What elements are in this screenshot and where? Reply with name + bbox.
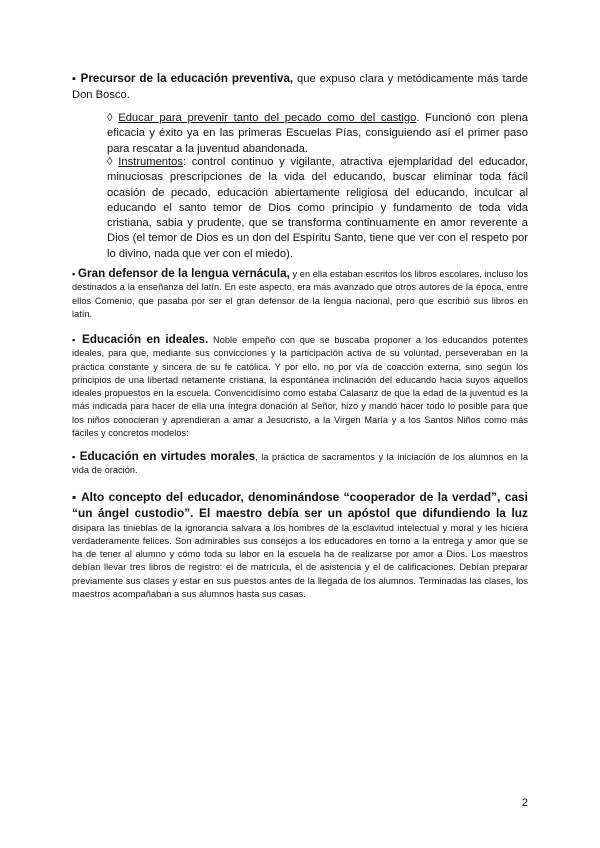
- paragraph-heading: Educación en virtudes morales: [79, 450, 256, 463]
- paragraph-text: Noble empeño con que se buscaba proponer a los educandos potentes ideales, para que, mediante sus convicciones y la participación activa de su voluntad, perseveraban en la práctica constante y sincera de su fe católica. Y por ello, no por vía de coacción externa, sino según los principios de una libertad netamente cristiana, la espontánea inclinación del educando hacia suyos aquellos ideales propuestos en la escuela. Convencidísimo como estaba Calasanz de que la edad de la juventud es la más indicada para hacer de ella una íntegra donación al Señor, hizo y mandó hacer todo lo posible para que los niños conocieran y aprendieran a amar a Jesucristo, a la Virgen María y a los Santos Niños como más fáciles y concretos modelos:: [72, 335, 529, 439]
- subparagraph-underlined-lead: Educar para prevenir tanto del pecado como del castigo: [118, 112, 417, 124]
- bullet-marker: ▪: [72, 335, 78, 345]
- paragraph-text: , la práctica de sacramentos y la iniciación de los alumnos en la vida de oración.: [72, 452, 528, 476]
- paragraph-heading: Educación en ideales.: [82, 333, 209, 346]
- paragraph-preventive-education: [72, 71, 528, 103]
- bullet-marker: ▪: [72, 490, 78, 504]
- bullet-marker: ▪: [72, 73, 77, 85]
- subparagraph-instruments: [107, 155, 528, 262]
- paragraph-heading: Alto concepto del educador, denominándose “cooperador de la verdad”, casi “un ángel custodio”. El maestro debía ser un apóstol que difundiendo la luz: [72, 490, 528, 521]
- paragraph-educator-concept: [72, 489, 528, 601]
- subparagraph-text: . Funcionó con plena eficacia y éxito ya en las primeras Escuelas Pías, consiguiendo así el primer paso para rescatar a la juventud abandonada.: [107, 112, 529, 155]
- page-number: 2: [521, 797, 528, 809]
- bullet-marker: ▪: [72, 452, 77, 462]
- paragraph-text: que expuso clara y metódicamente más tarde Don Bosco.: [72, 73, 529, 101]
- paragraph-moral-virtues: [72, 450, 528, 478]
- paragraph-vernacular-language: [72, 267, 528, 321]
- bullet-marker: ▪: [72, 269, 76, 279]
- subparagraph-text: : control continuo y vigilante, atractiva ejemplaridad del educador, minuciosas prescripciones de la vida del educando, buscar eliminar toda fácil ocasión de pecado, educación abiertamente religiosa del educando, inculcar al educando el santo temor de Dios como principio y fundamento de toda vida cristiana, sabia y prudente, que se transforma continuamente en amor reverente a Dios (el temor de Dios es un don del Espíritu Santo, tiene que ver con el respeto por lo divino, nada que ver con el miedo).: [107, 156, 529, 260]
- subparagraph-underlined-lead: Instrumentos: [118, 156, 183, 168]
- paragraph-education-in-ideals: [72, 333, 528, 440]
- subparagraph-educate-to-prevent: [107, 111, 528, 157]
- paragraph-heading: Precursor de la educación preventiva,: [80, 72, 294, 85]
- diamond-marker: ◊: [107, 156, 113, 168]
- paragraph-text: y en ella estaban escritos los libros escolares, incluso los destinados a la enseñanza del latín. En este aspecto, era más avanzado que otros autores de la época, entre ellos Comenio, que pasaba por ser el gran defensor de la lengua nacional, pero que escribió sus libros en latín.: [72, 269, 528, 319]
- paragraph-text: disipara las tinieblas de la ignorancia salvara a los hombres de la esclavitud intelectual y moral y les hiciera verdaderamente felices. Son admirables sus consejos a los educadores en torno a la entrega y amor que se ha de tener al alumno y cómo toda su labor en la escuela ha de realizarse por amor a Dios. Los maestros debían llevar tres libros de registro: el de matrícula, el de asistencia y el de calificaciones. Debían preparar previamente sus clases y estar en sus puestos antes de la llegada de los alumnos. Terminadas las clases, los maestros acompañaban a sus alumnos hasta sus casas.: [72, 522, 528, 600]
- diamond-marker: ◊: [107, 112, 113, 124]
- paragraph-heading: Gran defensor de la lengua vernácula,: [77, 267, 290, 280]
